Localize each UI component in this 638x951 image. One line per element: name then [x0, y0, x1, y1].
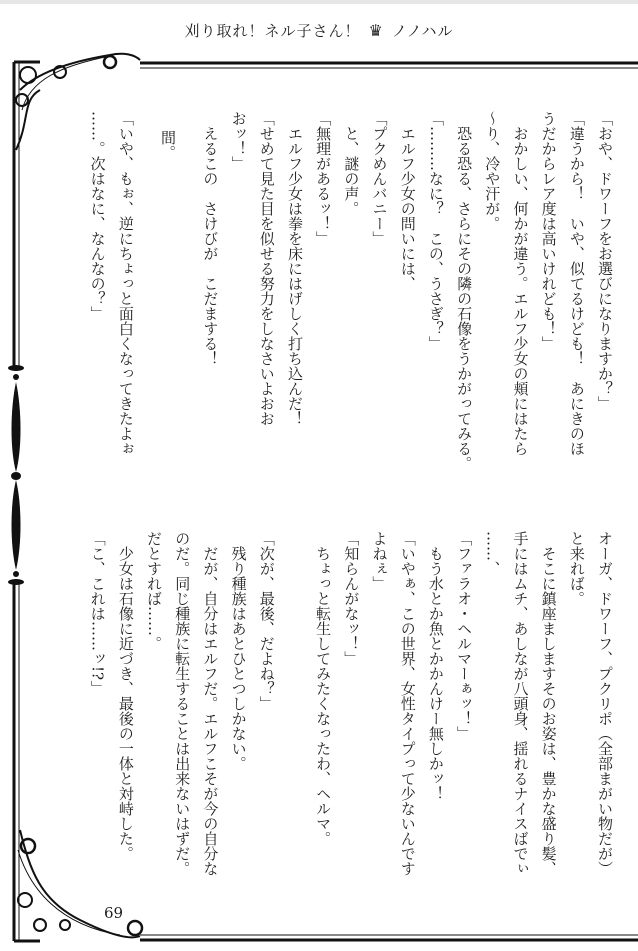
text-line: よねぇ」: [370, 531, 389, 591]
text-line: 「違うから！ いや、似てるけども！ あにきのほ: [567, 111, 586, 456]
text-line: 「次が、最後、だよね？」: [257, 531, 276, 711]
text-line: だとすれば……。: [145, 531, 163, 651]
text-line: おッ！」: [229, 111, 248, 171]
text-line: ～り、冷や汗が。: [483, 111, 502, 231]
text-line: 「ファラオ・ヘルマーぁッ！」: [455, 531, 474, 741]
text-line: うだからレア度は高いけれども！」: [539, 111, 558, 351]
text-line-pause: 間。: [159, 115, 177, 160]
text-block-upper: [83, 111, 619, 471]
text-line: のだ。同じ種族に転生することは出来ないはずだ。: [173, 531, 192, 876]
crown-icon: ♛: [368, 21, 384, 40]
text-line: 「………なに？ この、うさぎ？」: [426, 111, 445, 351]
text-line: と来れば。: [567, 531, 586, 606]
text-line: オーガ、ドワーフ、プクリポ（全部まがい物だが）: [596, 531, 614, 876]
text-line: だが、自分はエルフだ。エルフこそが今の自分な: [201, 531, 220, 876]
page-number: 69: [104, 904, 124, 922]
text-line: そこに鎮座ましますそのお姿は、豊かな盛り髪、: [539, 531, 558, 876]
text-line: もう水とか魚とかかんけー無しかッ！: [426, 531, 445, 801]
text-line: 残り種族はあとひとつしかない。: [229, 531, 248, 771]
text-line: エルフ少女は拳を床にはげしく打ち込んだ！: [285, 111, 304, 426]
text-line: 「無理があるッ！」: [314, 111, 333, 246]
text-line: と、謎の声。: [342, 111, 361, 216]
text-line: 「おや、ドワーフをお選びになりますか？」: [596, 111, 614, 411]
text-line: 「プクめんバニー」: [370, 111, 389, 246]
author-name: ノノハル: [391, 22, 454, 40]
text-line: 「せめて見た目を似せる努力をしなさいよおお: [257, 111, 276, 426]
book-title: 刈り取れ！ネル子さん！: [184, 22, 361, 40]
text-line: ちょっと転生してみたくなったわ、ヘルマ。: [314, 531, 333, 846]
text-line: ……。次はなに、なんなの？」: [88, 111, 107, 321]
text-line: 「知らんがなッ！」: [342, 531, 361, 666]
text-line: 「いや、もぉ、逆にちょっと面白くなってきたよぉ: [116, 111, 135, 456]
text-line: エルフ少女の問いには、: [398, 111, 417, 291]
text-block-lower: [83, 531, 619, 876]
blank-line: [281, 531, 309, 876]
text-line: 恐る恐る、さらにその隣の石像をうかがってみる。: [455, 111, 474, 471]
text-line: 手にはムチ、あしなが八頭身、揺れるナイスばでぃ: [511, 531, 530, 876]
text-line: 少女は石像に近づき、最後の一体と対峙した。: [116, 531, 135, 861]
text-line: 「いやぁ、この世界、女性タイプって少ないんです: [398, 531, 417, 876]
text-line: おかしい、何かが違う。エルフ少女の頬にはたら: [511, 111, 530, 456]
text-line: ……、: [483, 531, 502, 576]
text-line: えるこの さけびが こだまする！: [201, 111, 220, 366]
text-line: 「こ、これは……ッ!?」: [88, 531, 107, 696]
